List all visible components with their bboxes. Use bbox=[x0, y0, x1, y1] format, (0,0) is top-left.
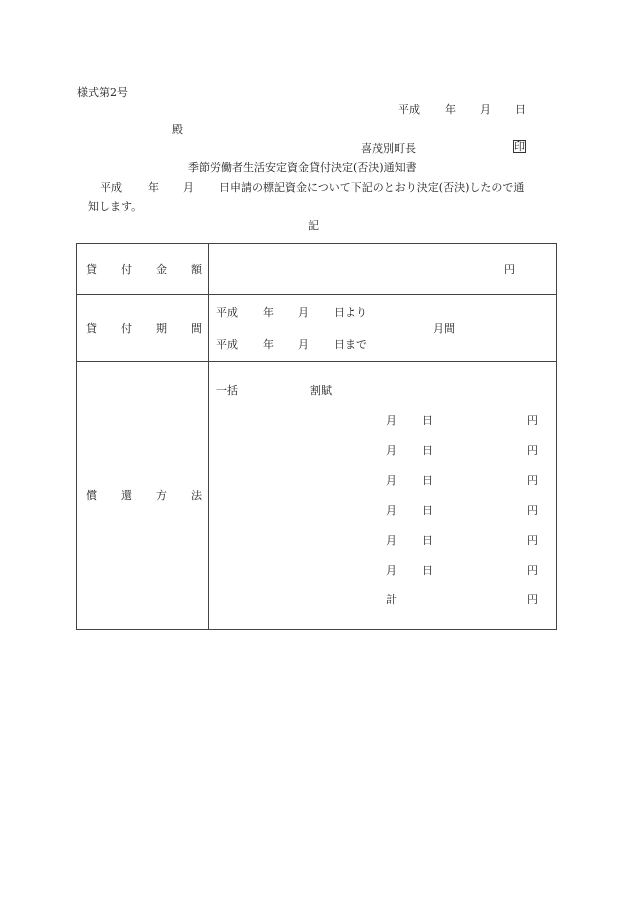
seal-mark: 印 bbox=[514, 140, 525, 153]
body-year: 年 bbox=[148, 181, 159, 194]
date-year-unit: 年 bbox=[445, 103, 456, 116]
addressee-suffix: 殿 bbox=[172, 123, 183, 136]
form-number: 様式第2号 bbox=[77, 86, 128, 99]
loan-amount-yen: 円 bbox=[504, 263, 515, 276]
body-line2: 知します。 bbox=[88, 200, 143, 213]
installment-option: 割賦 bbox=[310, 384, 332, 397]
body-line1: 日申請の標記資金について下記のとおり決定(否決)したので通 bbox=[219, 181, 525, 194]
document-title: 季節労働者生活安定資金貸付決定(否決)通知書 bbox=[188, 161, 417, 174]
date-era: 平成 bbox=[398, 103, 420, 116]
ki-label: 記 bbox=[308, 219, 319, 232]
issuer-title: 喜茂別町長 bbox=[361, 142, 416, 155]
body-era: 平成 bbox=[100, 181, 122, 194]
period-months-unit: 月間 bbox=[433, 322, 455, 335]
date-day-unit: 日 bbox=[515, 103, 526, 116]
body-month: 月 bbox=[183, 181, 194, 194]
lump-sum-option: 一括 bbox=[216, 384, 238, 397]
date-month-unit: 月 bbox=[480, 103, 491, 116]
